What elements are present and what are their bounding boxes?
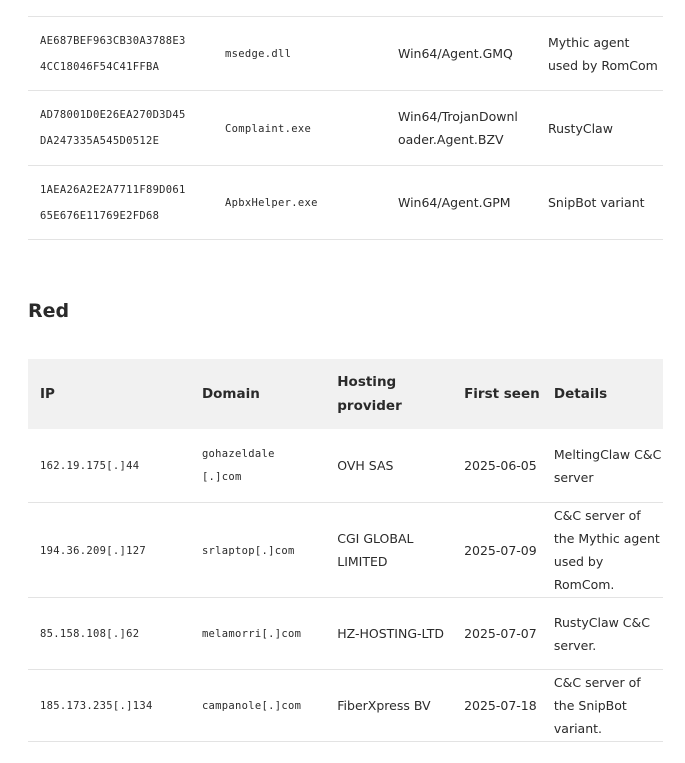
table-row: [28, 166, 663, 240]
sha1-hash: AD78001D0E26EA270D3D45DA247335A545D0512E: [40, 109, 186, 147]
table-row: [28, 598, 663, 670]
details-cell: C&C server of the SnipBot variant.: [542, 670, 663, 742]
files-table: [28, 17, 663, 240]
ip-cell: [28, 429, 190, 503]
detection-text: Win64/TrojanDownloader.Agent.BZV: [398, 109, 518, 147]
column-header-hosting: [325, 359, 452, 429]
filename-cell: [225, 17, 398, 91]
filename: msedge.dll: [225, 48, 292, 60]
hosting-cell: CGI GLOBAL LIMITED: [325, 503, 452, 598]
domain-name: srlaptop[.]com: [201, 544, 295, 557]
description-cell: Mythic agent used by RomCom: [548, 17, 663, 91]
details-cell: C&C server of the Mythic agent used by RomCom.: [542, 503, 663, 598]
table-row: [28, 91, 663, 166]
column-header-details: Details: [542, 359, 663, 429]
hosting-cell: HZ-HOSTING-LTD: [325, 598, 452, 670]
column-header-domain: Domain: [190, 359, 325, 429]
filename: Complaint.exe: [225, 122, 312, 135]
column-header-first-seen: First seen: [452, 359, 542, 429]
table-row: [28, 670, 663, 742]
ip-address: 194.36.209[.]127: [40, 544, 146, 557]
first-seen-cell: 2025-07-09: [452, 503, 542, 598]
description-cell: SnipBot variant: [548, 166, 663, 240]
hosting-header-text: Hosting provider: [337, 374, 402, 414]
domain-name: melamorri[.]com: [201, 628, 302, 640]
first-seen-cell: 2025-07-07: [452, 598, 542, 670]
ip-address: 185.173.235[.]134: [40, 700, 153, 712]
domain-name: gohazeldale[.]com: [201, 447, 275, 483]
domain-name: campanole[.]com: [201, 700, 302, 712]
column-header-ip: IP: [28, 359, 190, 429]
filename: ApbxHelper.exe: [225, 197, 318, 209]
sha1-hash: AE687BEF963CB30A3788E34CC18046F54C41FFBA: [40, 34, 186, 73]
description-cell: RustyClaw: [548, 91, 663, 166]
filename-cell: [225, 166, 398, 240]
network-section-heading: Red: [28, 300, 70, 322]
domain-cell: [190, 503, 325, 598]
domain-cell: [190, 429, 325, 503]
network-table: [28, 359, 663, 742]
hash-cell: [28, 91, 225, 166]
table-header-row: [28, 359, 663, 429]
hosting-cell: OVH SAS: [325, 429, 452, 503]
table-row: [28, 17, 663, 91]
detection-cell: [398, 91, 548, 166]
first-seen-cell: 2025-07-18: [452, 670, 542, 742]
ip-cell: [28, 670, 190, 742]
table-row: [28, 429, 663, 503]
ip-cell: [28, 598, 190, 670]
domain-cell: [190, 598, 325, 670]
sha1-hash: 1AEA26A2E2A7711F89D06165E676E11769E2FD68: [40, 183, 186, 222]
ip-address: 162.19.175[.]44: [40, 460, 140, 472]
filename-cell: [225, 91, 398, 166]
detection-cell: Win64/Agent.GPM: [398, 166, 548, 240]
details-cell: RustyClaw C&C server.: [542, 598, 663, 670]
detection-cell: Win64/Agent.GMQ: [398, 17, 548, 91]
domain-cell: [190, 670, 325, 742]
ip-address: 85.158.108[.]62: [40, 628, 140, 640]
details-cell: MeltingClaw C&C server: [542, 429, 663, 503]
table-row: [28, 503, 663, 598]
hosting-cell: FiberXpress BV: [325, 670, 452, 742]
ip-cell: [28, 503, 190, 598]
hash-cell: [28, 166, 225, 240]
hash-cell: [28, 17, 225, 91]
first-seen-cell: 2025-06-05: [452, 429, 542, 503]
